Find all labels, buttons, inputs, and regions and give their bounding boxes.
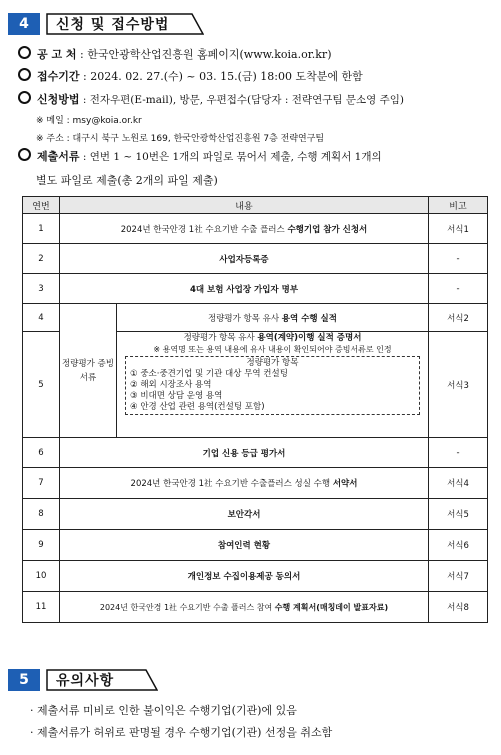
submission-documents-table [22, 196, 488, 623]
table-row: 11 2024년 한국안경 1社 수요기반 수출 플러스 참여 수행 계획서(매칭데이 발표자료) 서식8 [23, 592, 488, 623]
section-5-header [8, 668, 114, 692]
header-note: 비고 [429, 197, 488, 214]
notice-item: · 제출서류가 허위로 판명될 경우 수행기업(기관) 선정을 취소함 [30, 726, 333, 739]
table-row: 7 2024년 한국안경 1社 수요기반 수출플러스 성실 수행 서약서 서식4 [23, 468, 488, 499]
info-row-documents: 제출서류 : 연번 1 ~ 10번은 1개의 파일로 묶어서 제출, 수행 계획서 1개의 [18, 148, 382, 165]
table-row: 9 참여인력 현황 서식6 [23, 530, 488, 561]
section-title-box [46, 13, 169, 35]
header-content: 내용 [60, 197, 429, 214]
table-row: 4 정량평가 증빙서류 정량평가 항목 유사 용역 수행 실적 서식2 [23, 304, 488, 332]
section-title: 신청 및 접수방법 [56, 17, 170, 33]
section-title: 유의사항 [56, 673, 115, 689]
section-4-header [8, 12, 169, 36]
address-note: ※ 주소 : 대구시 북구 노원로 169, 한국안광학산업진흥원 7층 전략연구팀 [36, 134, 325, 144]
documents-continued: 별도 파일로 제출(총 2개의 파일 제출) [36, 174, 218, 187]
table-row: 8 보안각서 서식5 [23, 499, 488, 530]
row5-note: ※ 용역명 또는 용역 내용에 유사 내용이 확인되어야 증빙서류로 인정 [153, 345, 392, 354]
table-row: 6 기업 신용 등급 평가서 - [23, 438, 488, 468]
table-row: 5 정량평가 항목 유사 용역(계약)이행 실적 증명서 ※ 용역명 또는 용역 내용에 유사 내용이 확인되어야 증빙서류로 인정 정량평가 항목 ① 중소·중견기업 및 기관 대상 무역 컨설팅 ② 해외 시장조사 용역 ③ 비대면 상담 운영 용역 ④ 안경 산업 관련 용역(컨설팅 포함) 서식3 [23, 332, 488, 438]
table-header-row [23, 197, 488, 214]
mail-note: ※ 메일 : msy@koia.or.kr [36, 116, 142, 126]
table-row: 2 사업자등록증 - [23, 244, 488, 274]
circle-bullet-icon [18, 46, 31, 59]
table-row: 10 개인정보 수집이용제공 동의서 서식7 [23, 561, 488, 592]
section-number: 5 [8, 669, 40, 691]
info-row-method: 신청방법 : 전자우편(E-mail), 방문, 우편접수(담당자 : 전략연구팀 문소영 주임) [18, 91, 404, 108]
info-row-publisher: 공 고 처 : 한국안광학산업진흥원 홈페이지(www.koia.or.kr) [18, 46, 331, 63]
info-row-period: 접수기간 : 2024. 02. 27.(수) ~ 03. 15.(금) 18:00 도착분에 한함 [18, 68, 363, 85]
circle-bullet-icon [18, 68, 31, 81]
table-row: 3 4대 보험 사업장 가입자 명부 - [23, 274, 488, 304]
evaluation-items-box: 정량평가 항목 ① 중소·중견기업 및 기관 대상 무역 컨설팅 ② 해외 시장조사 용역 ③ 비대면 상담 운영 용역 ④ 안경 산업 관련 용역(컨설팅 포함) [125, 356, 420, 415]
section-title-box [46, 669, 114, 691]
notice-item: · 제출서류 미비로 인한 불이익은 수행기업(기관)에 있음 [30, 704, 297, 717]
table-row: 1 2024년 한국안경 1社 수요기반 수출 플러스 수행기업 참가 신청서 서식1 [23, 214, 488, 244]
header-no: 연번 [23, 197, 60, 214]
circle-bullet-icon [18, 91, 31, 104]
circle-bullet-icon [18, 148, 31, 161]
section-number: 4 [8, 13, 40, 35]
group-label: 정량평가 증빙서류 [60, 304, 117, 438]
